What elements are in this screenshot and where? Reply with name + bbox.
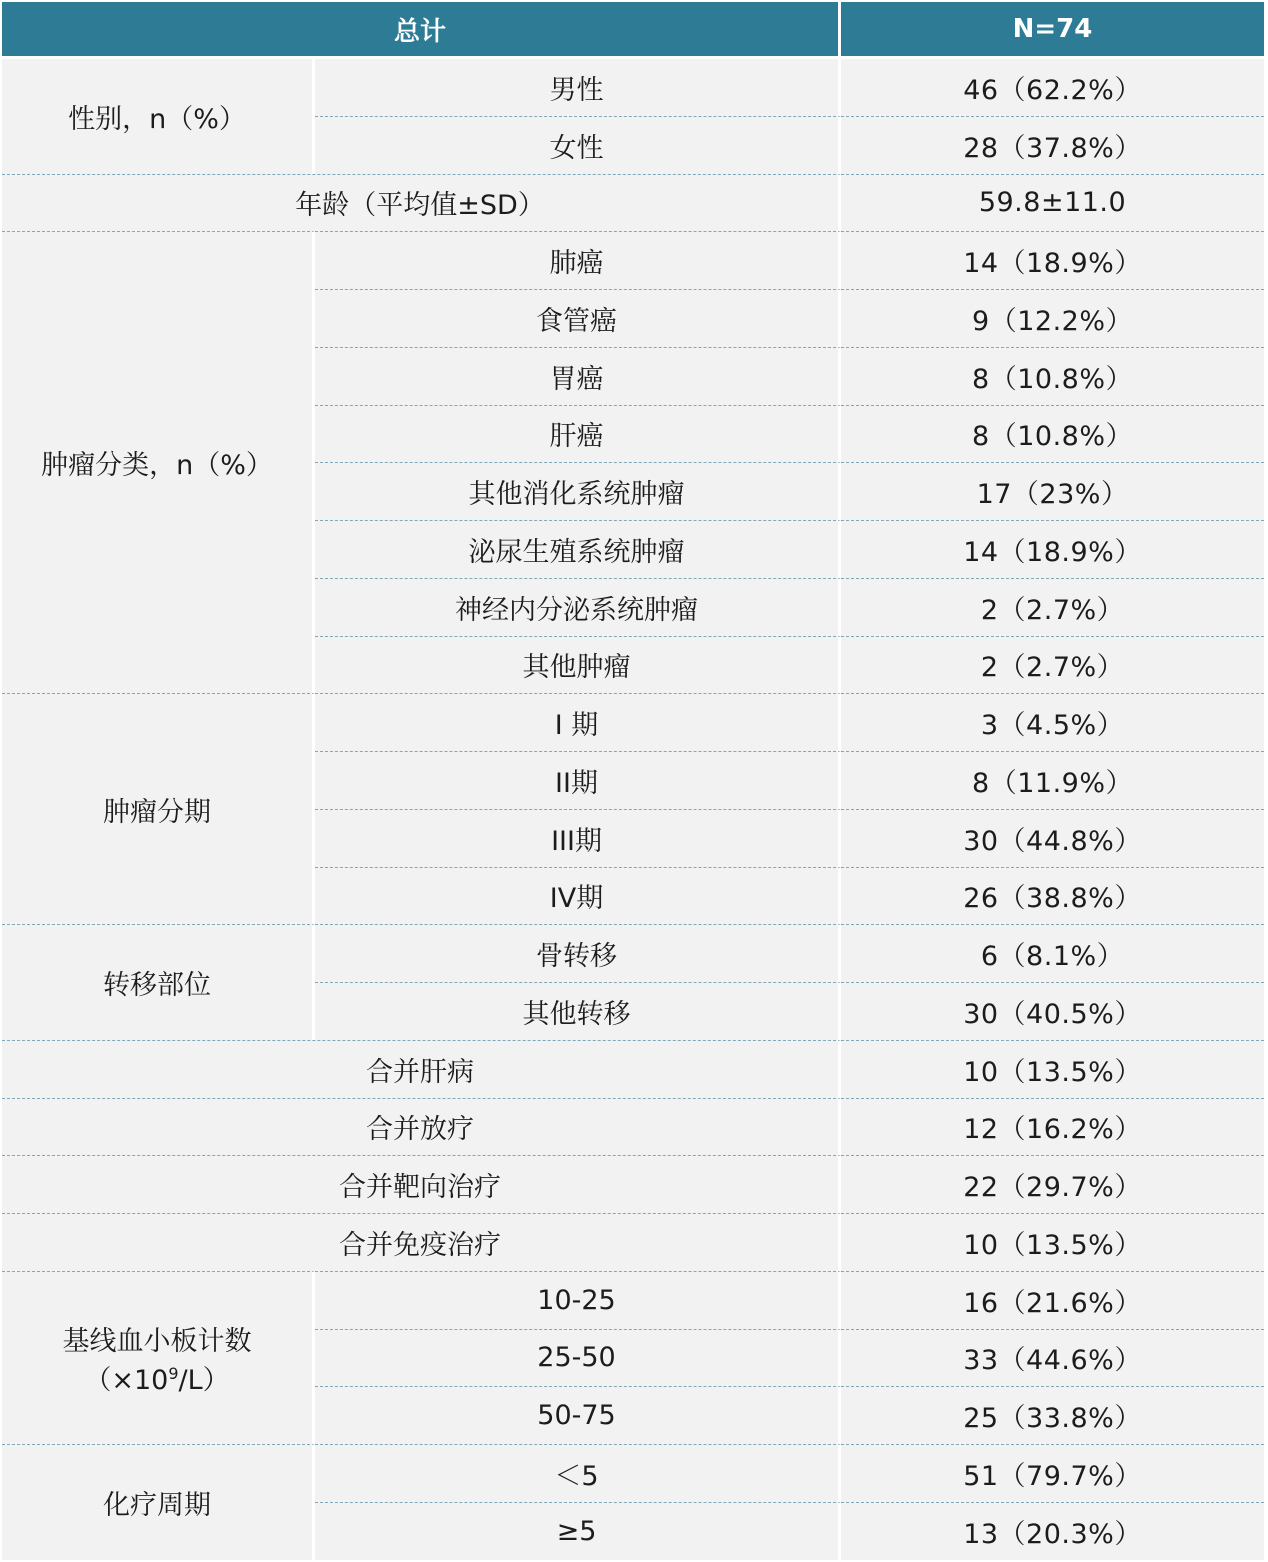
- table-row: [2, 924, 1264, 982]
- row-value: 10（13.5%）: [841, 1040, 1264, 1098]
- table-row: [2, 1098, 1264, 1156]
- platelet-label-unit: $(\times 10^9/L)$: [84, 1363, 230, 1396]
- table-row: [2, 1040, 1264, 1098]
- row-label: 食管癌: [315, 289, 841, 347]
- row-label: 女性: [315, 116, 841, 174]
- row-label: 其他肿瘤: [315, 636, 841, 694]
- row-label: II期: [315, 751, 841, 809]
- row-label: 合并免疫治疗: [2, 1213, 841, 1271]
- row-value: 33（44.6%）: [841, 1329, 1264, 1387]
- group-label-metastasis: 转移部位: [2, 924, 315, 1040]
- row-value: 51（79.7%）: [841, 1444, 1264, 1502]
- row-label: 胃癌: [315, 347, 841, 405]
- table-row: [2, 231, 1264, 289]
- row-value: 46（62.2%）: [841, 56, 1264, 116]
- row-value: 9（12.2%）: [841, 289, 1264, 347]
- row-value: 14（18.9%）: [841, 231, 1264, 289]
- table-row: [2, 174, 1264, 232]
- table-row: [2, 693, 1264, 751]
- row-value: 8（10.8%）: [841, 405, 1264, 463]
- row-value: 10（13.5%）: [841, 1213, 1264, 1271]
- group-label-sex: 性别，n（%）: [2, 56, 315, 174]
- row-label: 神经内分泌系统肿瘤: [315, 578, 841, 636]
- row-label: 合并靶向治疗: [2, 1155, 841, 1213]
- row-label-age: 年龄（平均值±SD）: [2, 174, 841, 232]
- row-label: 骨转移: [315, 924, 841, 982]
- row-value: 16（21.6%）: [841, 1271, 1264, 1329]
- row-value: 17（23%）: [841, 462, 1264, 520]
- row-value: 14（18.9%）: [841, 520, 1264, 578]
- table-row: [2, 1213, 1264, 1271]
- header-row: [2, 2, 1264, 56]
- row-label: 25-50: [315, 1329, 841, 1387]
- group-label-platelet: [2, 1271, 315, 1444]
- row-value: 30（40.5%）: [841, 982, 1264, 1040]
- row-label: 泌尿生殖系统肿瘤: [315, 520, 841, 578]
- row-value: 25（33.8%）: [841, 1386, 1264, 1444]
- row-value: 6（8.1%）: [841, 924, 1264, 982]
- row-label: 肺癌: [315, 231, 841, 289]
- row-value: 30（44.8%）: [841, 809, 1264, 867]
- group-label-cycles: 化疗周期: [2, 1444, 315, 1560]
- row-label: 10-25: [315, 1271, 841, 1329]
- row-label: 合并放疗: [2, 1098, 841, 1156]
- baseline-characteristics-table: [2, 2, 1264, 1560]
- row-label: 50-75: [315, 1386, 841, 1444]
- header-n: N=74: [841, 2, 1264, 56]
- row-value: 22（29.7%）: [841, 1155, 1264, 1213]
- row-label: 其他消化系统肿瘤: [315, 462, 841, 520]
- row-value: 28（37.8%）: [841, 116, 1264, 174]
- row-value: 2（2.7%）: [841, 636, 1264, 694]
- row-label: 合并肝病: [2, 1040, 841, 1098]
- row-label: III期: [315, 809, 841, 867]
- row-value-age: 59.8±11.0: [841, 174, 1264, 232]
- group-label-stage: 肿瘤分期: [2, 693, 315, 924]
- platelet-label-line1: 基线血小板计数: [62, 1325, 252, 1357]
- row-label: 其他转移: [315, 982, 841, 1040]
- row-label: I 期: [315, 693, 841, 751]
- row-value: 13（20.3%）: [841, 1502, 1264, 1560]
- row-value: 3（4.5%）: [841, 693, 1264, 751]
- table-row: [2, 1155, 1264, 1213]
- row-value: 26（38.8%）: [841, 867, 1264, 925]
- row-value: 8（10.8%）: [841, 347, 1264, 405]
- row-label: ＜5: [315, 1444, 841, 1502]
- group-label-tumor-type: 肿瘤分类，n（%）: [2, 231, 315, 693]
- table-row: [2, 1444, 1264, 1502]
- row-value: 2（2.7%）: [841, 578, 1264, 636]
- table-row: [2, 1271, 1264, 1329]
- row-label: IV期: [315, 867, 841, 925]
- row-label: ≥5: [315, 1502, 841, 1560]
- table-row: [2, 56, 1264, 116]
- row-value: 8（11.9%）: [841, 751, 1264, 809]
- row-label: 肝癌: [315, 405, 841, 463]
- row-value: 12（16.2%）: [841, 1098, 1264, 1156]
- header-total: 总计: [2, 2, 841, 56]
- row-label: 男性: [315, 56, 841, 116]
